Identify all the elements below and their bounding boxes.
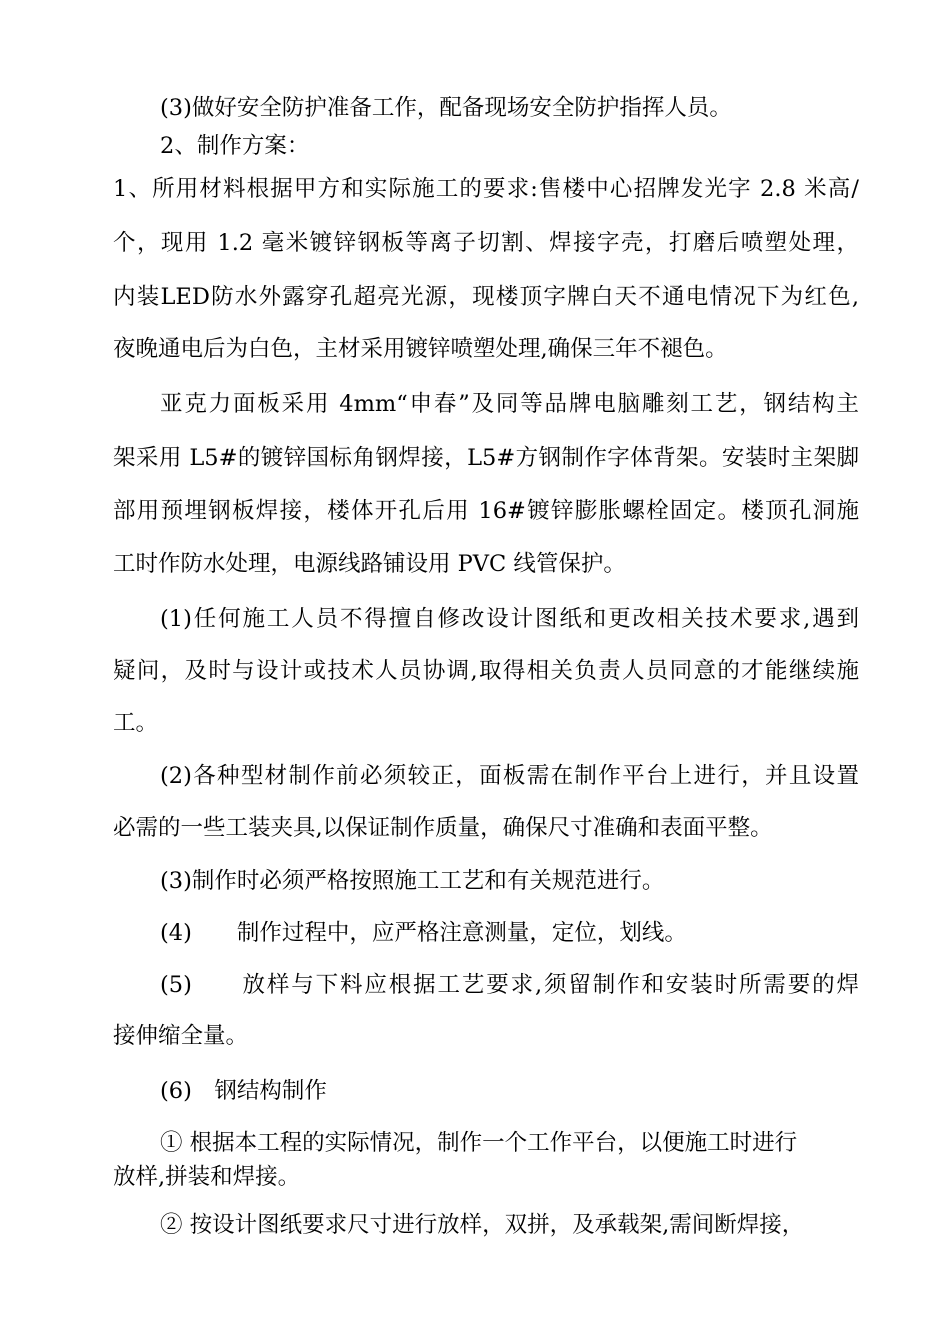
text-line: 疑问，及时与设计或技术人员协调,取得相关负责人员同意的才能继续施 (113, 658, 859, 684)
text-line: (4) 制作过程中，应严格注意测量，定位，划线。 (160, 920, 687, 946)
text-line: 工时作防水处理，电源线路铺设用 PVC 线管保护。 (113, 551, 626, 577)
text-line: 1、所用材料根据甲方和实际施工的要求:售楼中心招牌发光字 2.8 米高/ (113, 176, 859, 202)
text-line: 亚克力面板采用 4mm“申春”及同等品牌电脑雕刻工艺，钢结构主 (160, 391, 859, 417)
text-line: (2)各种型材制作前必须较正，面板需在制作平台上进行，并且设置 (160, 763, 859, 789)
text-line: ① 根据本工程的实际情况，制作一个工作平台，以便施工时进行 (160, 1130, 798, 1156)
text-line: 接伸缩全量。 (113, 1023, 249, 1049)
text-line: (3)制作时必须严格按照施工工艺和有关规范进行。 (160, 868, 665, 894)
text-line: 放样,拼装和焊接。 (113, 1164, 301, 1190)
text-line: (5) 放样与下料应根据工艺要求,须留制作和安装时所需要的焊 (160, 972, 859, 998)
text-line: 工。 (113, 710, 159, 736)
text-line: (1)任何施工人员不得擅自修改设计图纸和更改相关技术要求,遇到 (160, 606, 859, 632)
text-line: 内装LED防水外露穿孔超亮光源，现楼顶字牌白天不通电情况下为红色, (113, 284, 859, 310)
section-heading: 2、制作方案： (160, 133, 310, 159)
text-line: 架采用 L5#的镀锌国标角钢焊接，L5#方钢制作字体背架。安装时主架脚 (113, 445, 859, 471)
text-line: 部用预埋钢板焊接，楼体开孔后用 16#镀锌膨胀螺栓固定。楼顶孔洞施 (113, 498, 859, 524)
text-line: 必需的一些工装夹具,以保证制作质量，确保尺寸准确和表面平整。 (113, 815, 773, 841)
subsection-heading: (6) 钢结构制作 (160, 1078, 327, 1104)
text-line: ② 按设计图纸要求尺寸进行放样，双拼，及承载架,需间断焊接， (160, 1212, 805, 1238)
text-line: 夜晚通电后为白色，主材采用镀锌喷塑处理,确保三年不褪色。 (113, 336, 728, 362)
text-line: 个，现用 1.2 毫米镀锌钢板等离子切割、焊接字壳，打磨后喷塑处理， (113, 230, 859, 256)
text-line: (3)做好安全防护准备工作，配备现场安全防护指挥人员。 (160, 95, 732, 121)
